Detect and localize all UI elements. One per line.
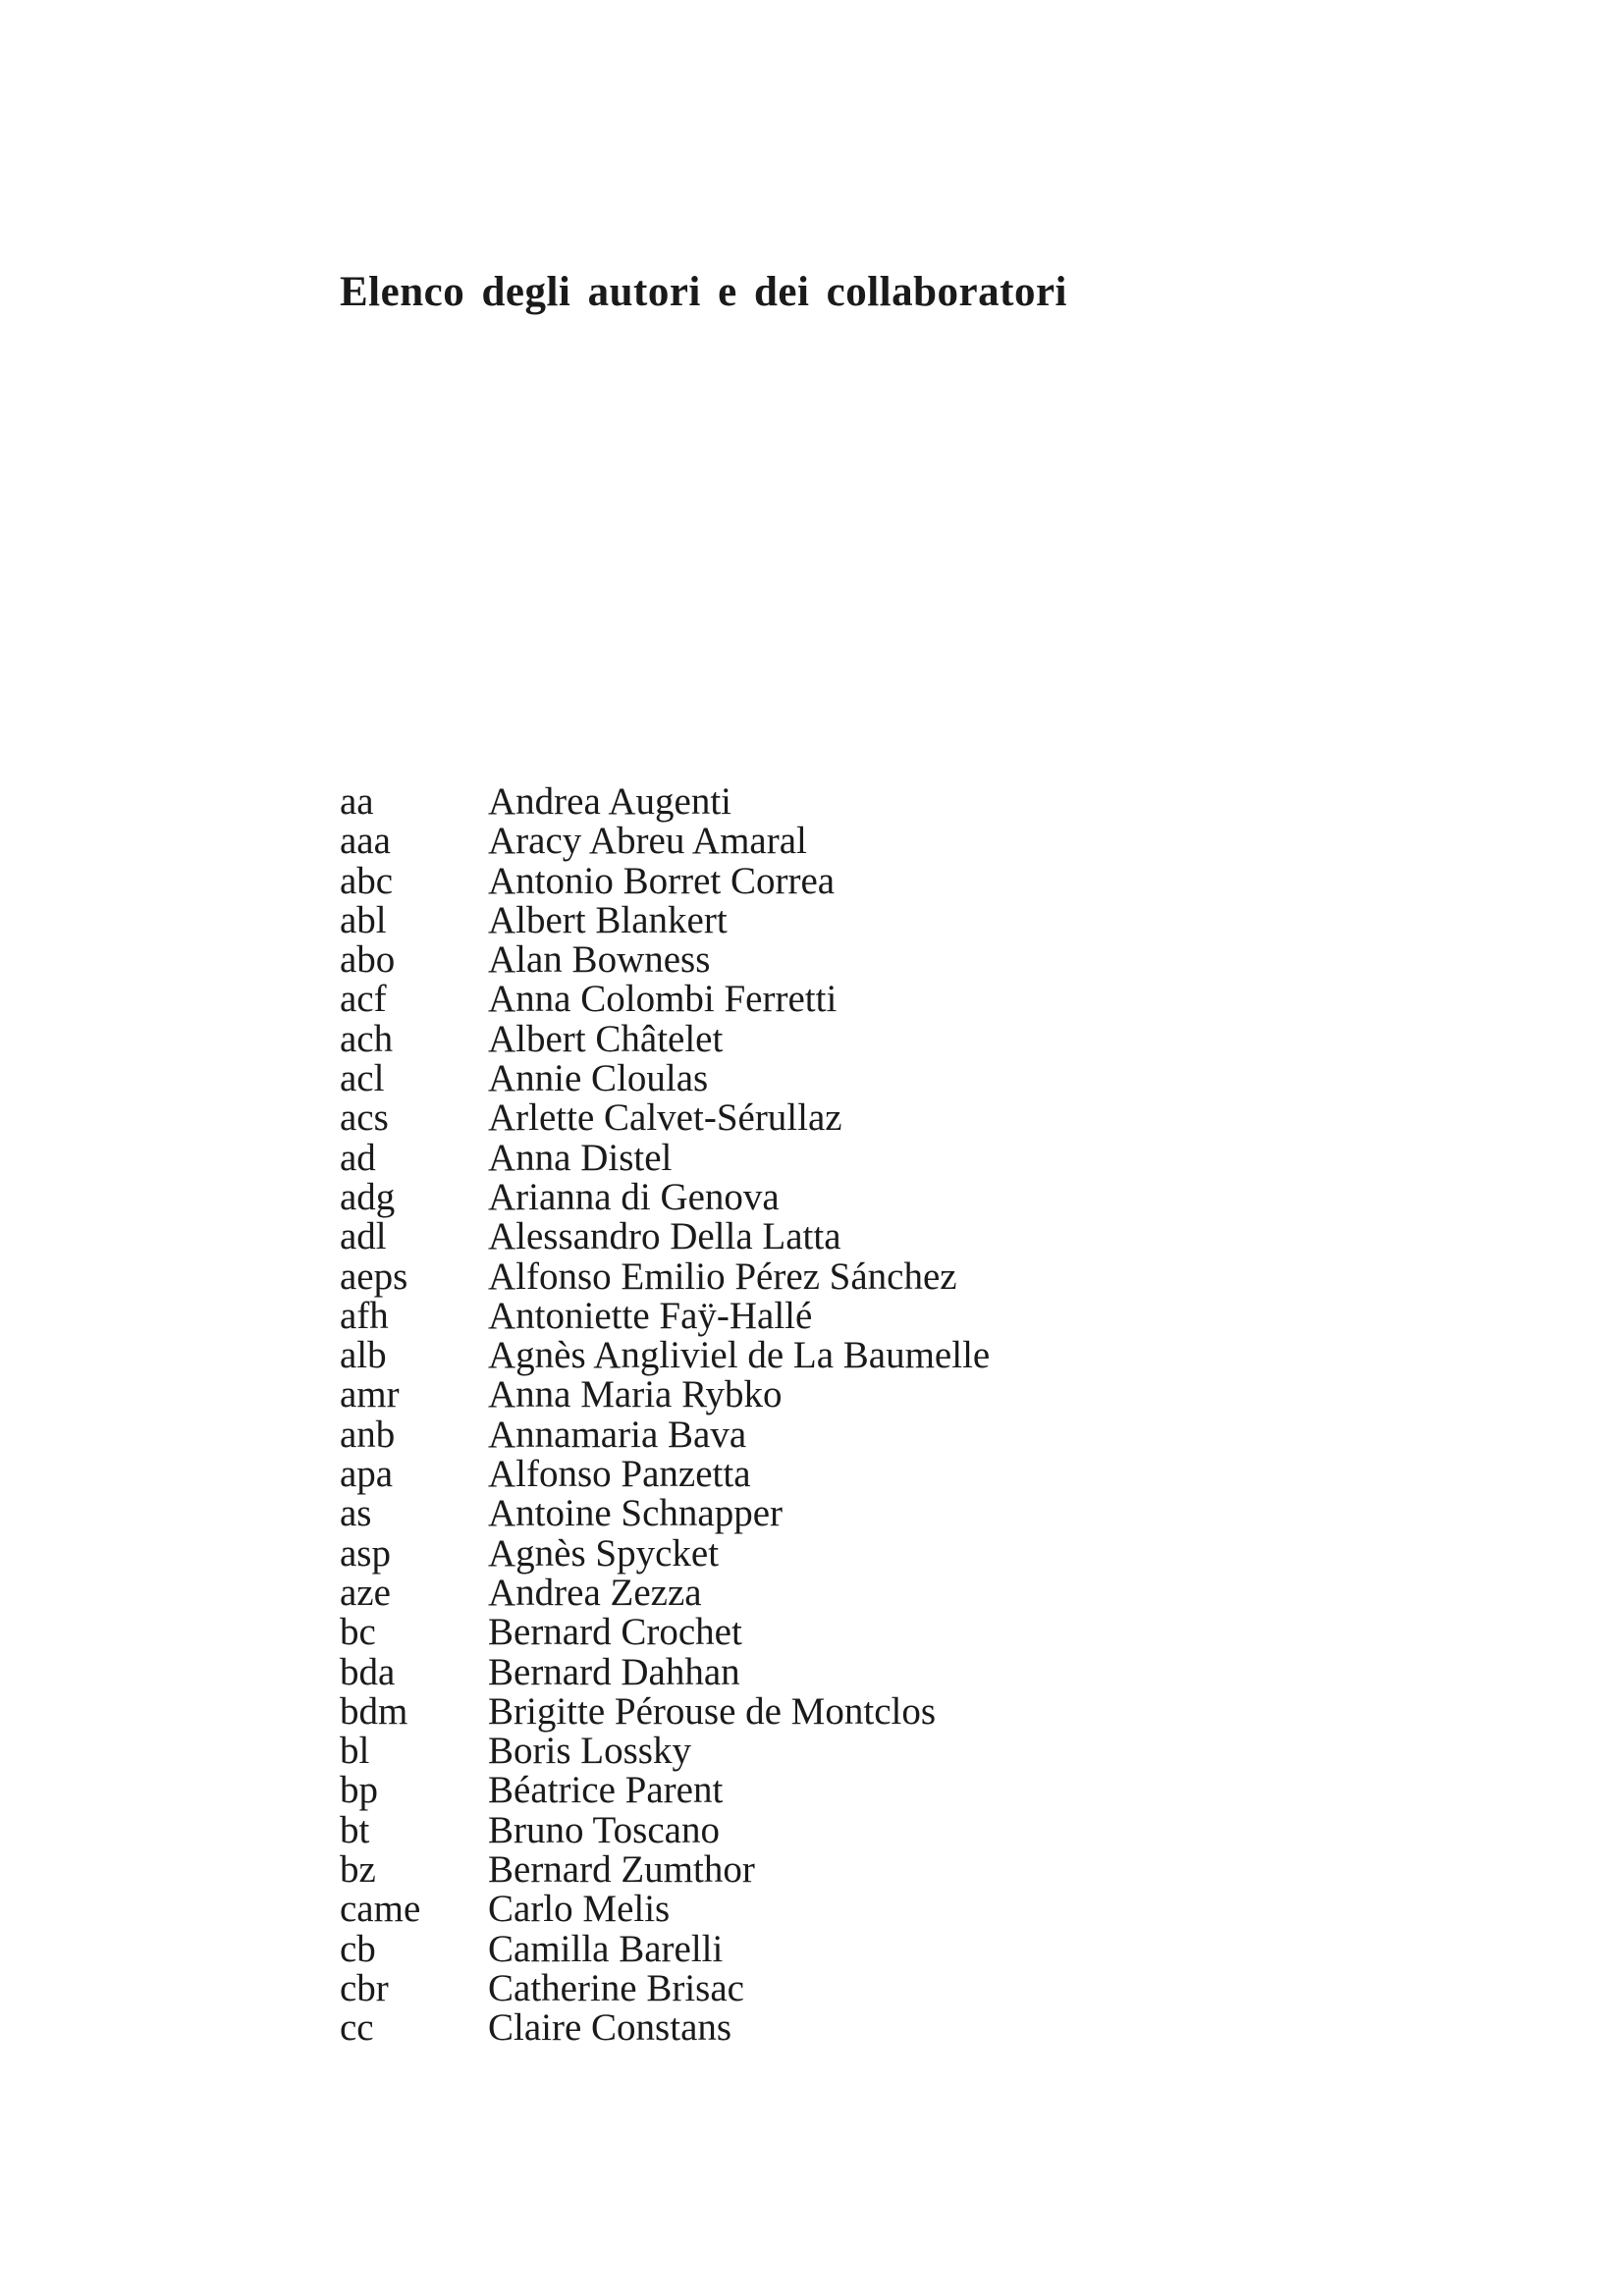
author-name: Andrea Augenti <box>488 780 732 823</box>
author-name: Annie Cloulas <box>488 1057 709 1100</box>
author-code: bl <box>340 1730 370 1773</box>
list-item <box>340 1771 990 1810</box>
author-code: apa <box>340 1453 394 1496</box>
list-item <box>340 1294 990 1337</box>
author-name: Anna Distel <box>488 1136 673 1179</box>
author-code: afh <box>340 1294 389 1337</box>
list-item <box>340 1850 990 1890</box>
list-item <box>340 1175 990 1218</box>
author-code: bp <box>340 1769 378 1812</box>
list-item <box>340 898 990 941</box>
author-name: Albert Châtelet <box>488 1017 724 1060</box>
author-name: Albert Blankert <box>488 898 728 941</box>
author-code: cbr <box>340 1966 389 2009</box>
author-name: Antonio Borret Correa <box>488 859 836 902</box>
author-code: ach <box>340 1017 394 1060</box>
list-item <box>340 1494 990 1533</box>
author-code: acs <box>340 1096 389 1140</box>
author-name: Antoniette Faÿ-Hallé <box>488 1294 813 1337</box>
list-item <box>340 1927 990 1970</box>
list-item <box>340 1059 990 1098</box>
list-item <box>340 1136 990 1179</box>
list-item <box>340 1890 990 1929</box>
author-code: asp <box>340 1531 391 1575</box>
author-code: abl <box>340 898 387 941</box>
list-item <box>340 1375 990 1415</box>
list-item <box>340 1531 990 1575</box>
author-code: cb <box>340 1927 376 1970</box>
author-code: abc <box>340 859 394 902</box>
list-item <box>340 1689 990 1733</box>
page-title: Elenco degli autori e dei collaboratori <box>340 269 1067 315</box>
list-item <box>340 822 990 861</box>
author-name: Andrea Zezza <box>488 1571 702 1614</box>
author-name: Bernard Zumthor <box>488 1848 755 1892</box>
author-code: bda <box>340 1650 396 1693</box>
list-item <box>340 1415 990 1455</box>
list-item <box>340 782 990 822</box>
list-item <box>340 980 990 1019</box>
author-name: Brigitte Pérouse de Montclos <box>488 1689 937 1733</box>
author-code: amr <box>340 1373 400 1416</box>
author-code: anb <box>340 1413 396 1456</box>
author-code: ad <box>340 1136 376 1179</box>
author-name: Aracy Abreu Amaral <box>488 820 807 863</box>
author-code: bdm <box>340 1689 408 1733</box>
author-code: as <box>340 1492 372 1535</box>
list-item <box>340 1098 990 1138</box>
author-name: Catherine Brisac <box>488 1966 744 2009</box>
list-item <box>340 1613 990 1652</box>
author-name: Agnès Angliviel de La Baumelle <box>488 1334 991 1377</box>
author-code: aeps <box>340 1255 408 1298</box>
author-name: Alfonso Emilio Pérez Sánchez <box>488 1255 957 1298</box>
author-name: Agnès Spycket <box>488 1531 720 1575</box>
author-name: Antoine Schnapper <box>488 1492 784 1535</box>
list-item <box>340 1217 990 1256</box>
author-name: Béatrice Parent <box>488 1769 724 1812</box>
list-item <box>340 1455 990 1494</box>
author-name: Annamaria Bava <box>488 1413 747 1456</box>
author-code: aa <box>340 780 374 823</box>
author-name: Carlo Melis <box>488 1888 671 1931</box>
author-name: Boris Lossky <box>488 1730 691 1773</box>
author-code: abo <box>340 938 396 982</box>
author-code: acl <box>340 1057 385 1100</box>
author-name: Arianna di Genova <box>488 1175 780 1218</box>
list-item <box>340 1732 990 1771</box>
list-item <box>340 1017 990 1060</box>
author-code: alb <box>340 1334 387 1377</box>
author-code: came <box>340 1888 421 1931</box>
author-code: bz <box>340 1848 376 1892</box>
list-item <box>340 1571 990 1614</box>
list-item <box>340 2008 990 2048</box>
list-item <box>340 940 990 980</box>
author-name: Alfonso Panzetta <box>488 1453 751 1496</box>
author-code: aze <box>340 1571 391 1614</box>
list-item <box>340 1336 990 1375</box>
list-item <box>340 1650 990 1693</box>
author-code: aaa <box>340 820 391 863</box>
list-item <box>340 1966 990 2009</box>
author-code: bt <box>340 1808 370 1851</box>
author-name: Claire Constans <box>488 2006 732 2050</box>
list-item <box>340 859 990 902</box>
author-code: adl <box>340 1215 387 1258</box>
authors-list <box>340 782 990 2049</box>
list-item <box>340 1808 990 1851</box>
author-code: adg <box>340 1175 396 1218</box>
list-item <box>340 1257 990 1297</box>
author-code: cc <box>340 2006 374 2050</box>
author-name: Bruno Toscano <box>488 1808 720 1851</box>
author-name: Alan Bowness <box>488 938 711 982</box>
author-name: Anna Maria Rybko <box>488 1373 783 1416</box>
author-code: acf <box>340 978 387 1021</box>
author-name: Anna Colombi Ferretti <box>488 978 838 1021</box>
author-name: Bernard Crochet <box>488 1611 742 1654</box>
author-name: Alessandro Della Latta <box>488 1215 841 1258</box>
author-name: Camilla Barelli <box>488 1927 724 1970</box>
author-name: Bernard Dahhan <box>488 1650 740 1693</box>
author-name: Arlette Calvet-Sérullaz <box>488 1096 842 1140</box>
author-code: bc <box>340 1611 376 1654</box>
